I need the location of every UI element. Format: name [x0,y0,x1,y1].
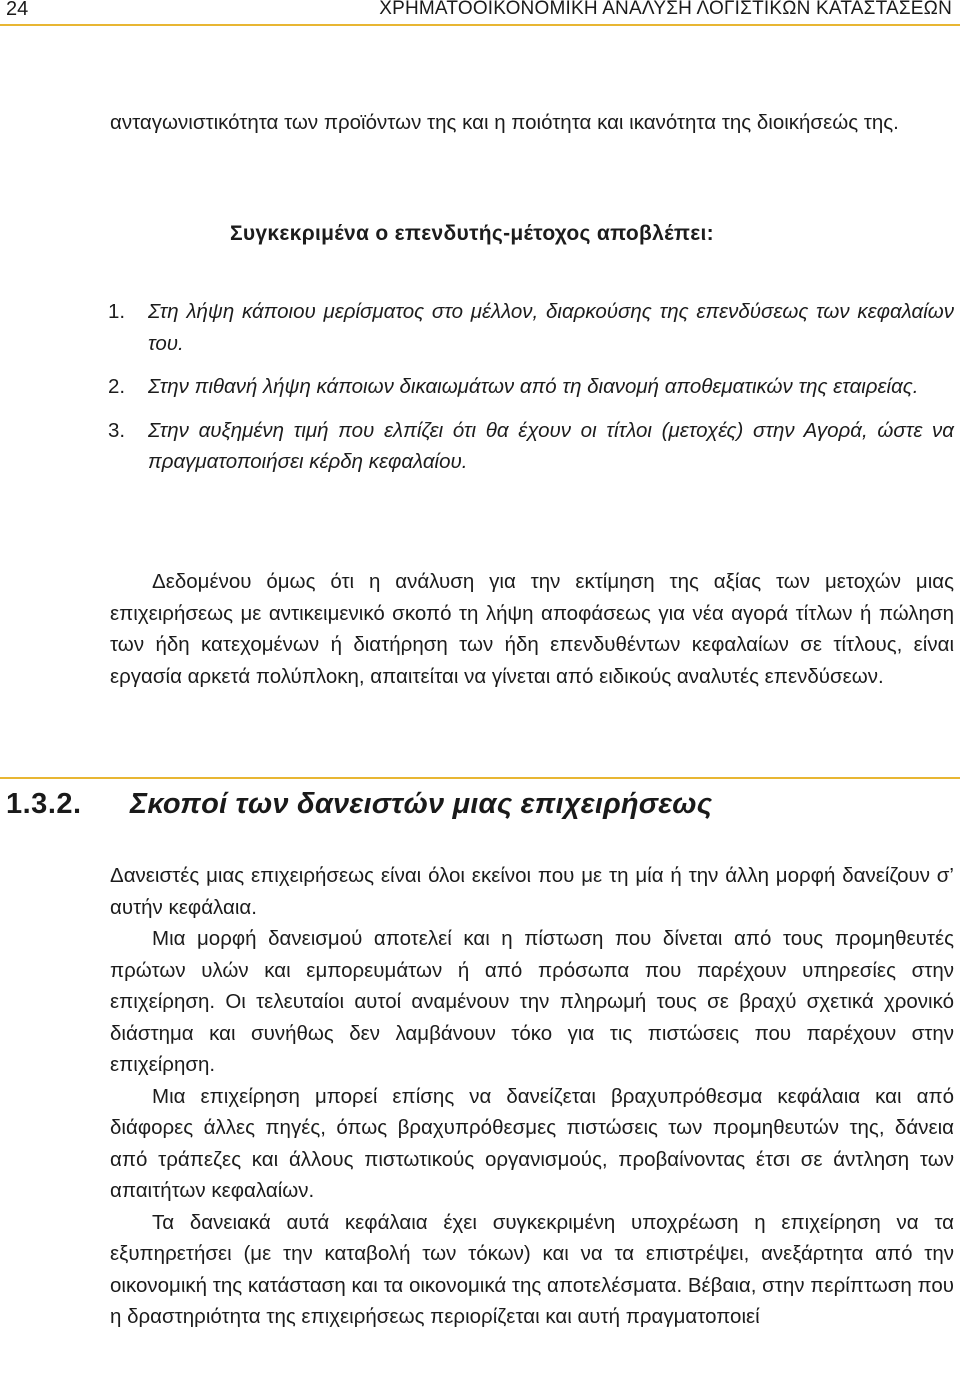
analysis-paragraph-block [110,566,954,692]
list-item [108,415,954,478]
running-title: ΧΡΗΜΑΤΟΟΙΚΟΝΟΜΙΚΗ ΑΝΑΛΥΣΗ ΛΟΓΙΣΤΙΚΩΝ ΚΑΤΑΣΤΑΣΕΩΝ [379,0,952,19]
section-heading [6,788,956,832]
page-number: 24 [6,0,29,20]
section-rule [0,777,960,779]
list-item-number: 1. [108,300,126,323]
section-number: 1.3.2. [6,788,82,820]
list-item-number: 3. [108,418,126,442]
header-rule [0,24,960,26]
list-item-number: 2. [108,375,126,398]
lenders-section-body [110,860,954,1333]
section-title: Σκοποί των δανειστών μιας επιχειρήσεως [130,788,713,820]
lenders-paragraph-1: Δανειστές μιας επιχειρήσεως είναι όλοι εκείνοι που με τη μία ή την άλλη μορφή δανείζουν σ’ αυτήν κεφάλαια. [110,864,954,919]
lenders-paragraph-4: Τα δανειακά αυτά κεφάλαια έχει συγκεκριμένη υποχρέωση η επιχείρηση να τα εξυπηρετήσει (με την καταβολή των τόκων) και να τα επιστρέψει, ανεξάρτητα από την οικονομική της κατάσταση και τα οικονομικά της αποτελέσματα. Βέβαια, στην περίπτωση που η δραστηριότητα της επιχειρήσεως περιορίζεται και αυτή πραγματοποιεί [110,1210,954,1328]
intro-paragraph: ανταγωνιστικότητα των προϊόντων της και η ποιότητα και ικανότητα της διοικήσεώς της. [110,111,899,134]
investor-goals-heading: Συγκεκριμένα ο επενδυτής-μέτοχος αποβλέπει: [230,222,714,245]
analysis-paragraph: Δεδομένου όμως ότι η ανάλυση για την εκτίμηση της αξίας των μετοχών μιας επιχειρήσεως με αντικειμενικό σκοπό τη λήψη αποφάσεως για νέα αγορά τίτλων ή πώληση των ήδη κατεχομένων ή διατήρηση των ήδη επενδυθέντων κεφαλαίων σε τίτλους, είναι εργασία αρκετά πολύπλοκη, απαιτείται να γίνεται από ειδικούς αναλυτές επενδύσεων. [110,570,954,688]
lenders-paragraph-2: Μια μορφή δανεισμού αποτελεί και η πίστωση που δίνεται από τους προμηθευτές πρώτων υλών και εμπορευμάτων ή από πρόσωπα που παρέχουν υπηρεσίες στην επιχείρηση. Οι τελευταίοι αυτοί αναμένουν την πληρωμή τους σε βραχύ σχετικά χρονικό διάστημα και συνήθως δεν λαμβάνουν τόκο για τις πιστώσεις που παρέχουν στην επιχείρηση. [110,927,954,1076]
lenders-paragraph-3: Μια επιχείρηση μπορεί επίσης να δανείζεται βραχυπρόθεσμα κεφάλαια και από διάφορες άλλες πηγές, όπως βραχυπρόθεσμες πιστώσεις των προμηθευτών της, δάνεια από τράπεζες και άλλους πιστωτικούς οργανισμούς, προβαίνοντας έτσι σε άντληση των απαιτήτων κεφαλαίων. [110,1084,954,1202]
investor-goals-list [108,296,954,490]
list-item-text: Στη λήψη κάποιου μερίσματος στο μέλλον, διαρκούσης της επενδύσεως των κεφαλαίων του. [148,300,954,355]
list-item-text: Στην αυξημένη τιμή που ελπίζει ότι θα έχουν οι τίτλοι (μετοχές) στην Αγορά, ώστε να πραγματοποιήσει κέρδη κεφαλαίου. [148,418,954,473]
running-header [0,0,960,26]
list-item [108,296,954,359]
list-item [108,371,954,403]
list-item-text: Στην πιθανή λήψη κάποιων δικαιωμάτων από τη διανομή αποθεματικών της εταιρείας. [148,375,919,398]
